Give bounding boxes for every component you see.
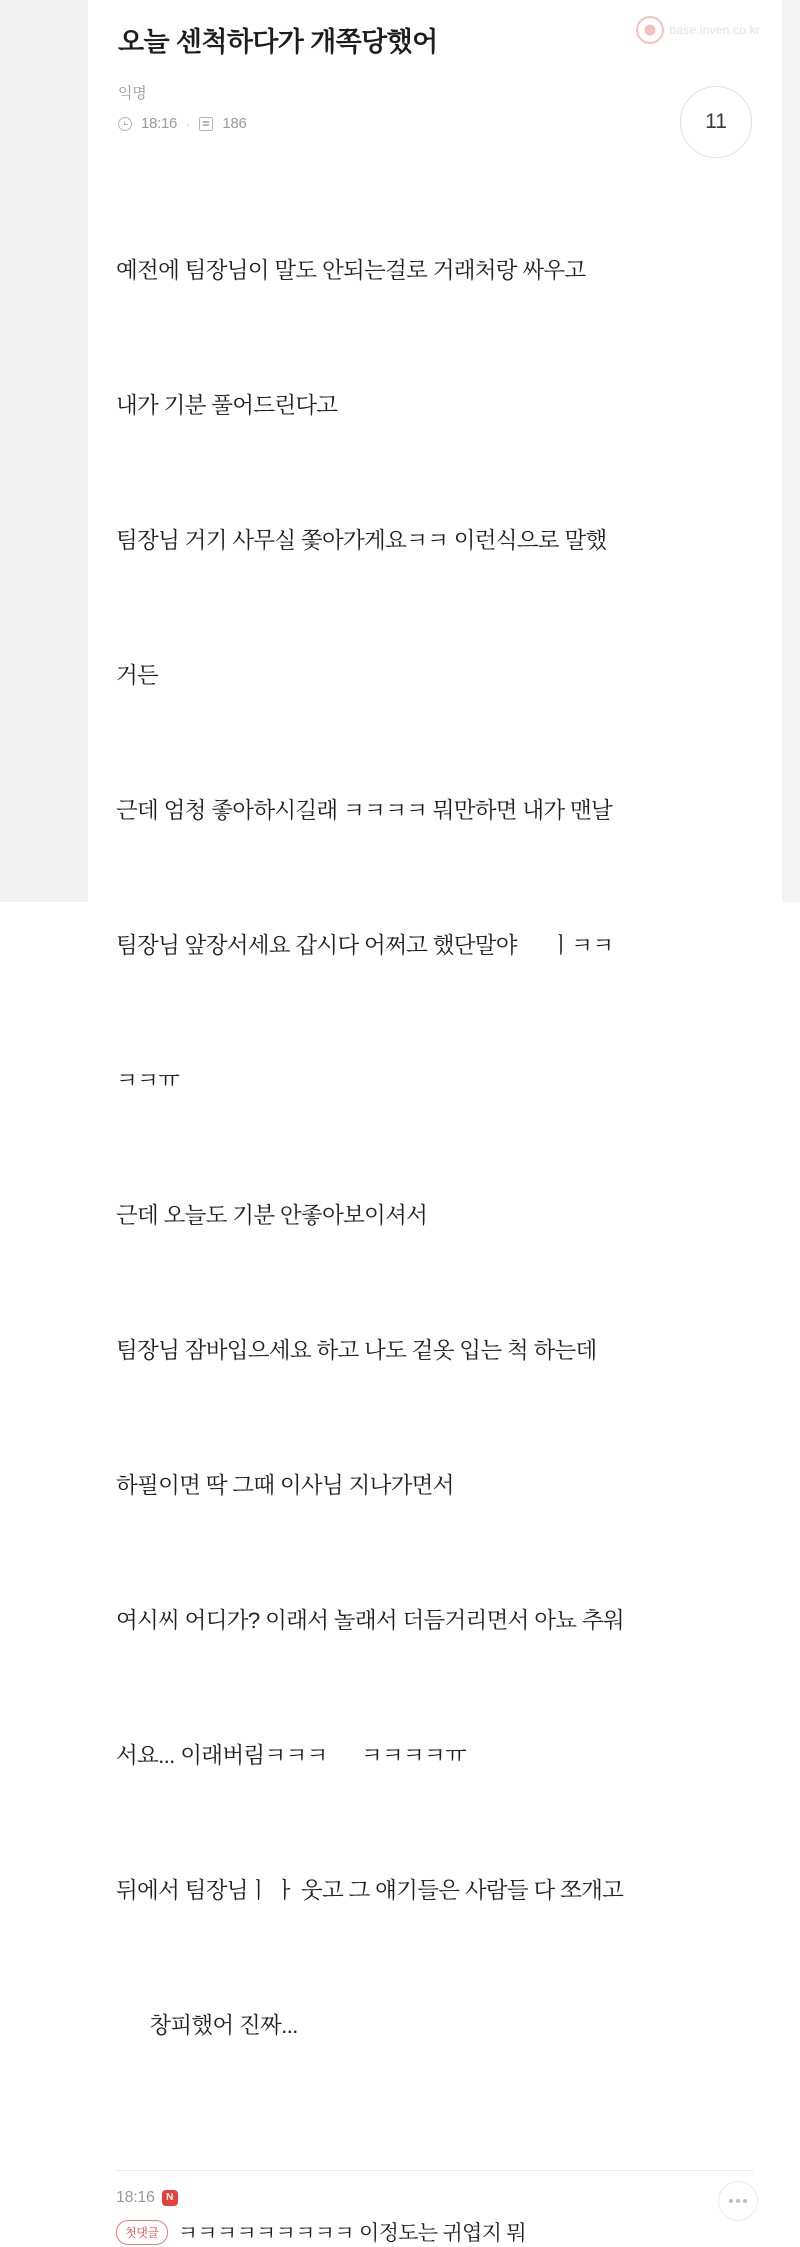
right-gutter: [782, 0, 800, 902]
post-line: ㅋㅋㅠ: [116, 1068, 180, 1094]
more-horizontal-icon[interactable]: [718, 2181, 758, 2221]
comment-time: 18:16: [116, 2189, 155, 2207]
comment-body-row: [116, 2217, 754, 2247]
post-line: 하필이면 딱 그때 이사님 지나가면서: [116, 1473, 454, 1499]
circle-logo-icon: [636, 16, 664, 44]
post-line: 팀장님 앞장서세요 갑시다 어쩌고 했단말야 ㅣㅋㅋ: [116, 933, 614, 959]
post-line: 서요... 이래버림ㅋㅋㅋ ㅋㅋㅋㅋㅠ: [116, 1743, 467, 1769]
post-line: 여시씨 어디가? 이래서 놀래서 더듬거리면서 아뇨 추워: [116, 1608, 624, 1634]
post-author: 익명: [118, 85, 147, 103]
post-line: 내가 기분 풀어드린다고: [116, 393, 338, 419]
post-line: 예전에 팀장님이 말도 안되는걸로 거래처랑 싸우고: [116, 258, 586, 284]
document-icon: [199, 117, 213, 131]
comment-item: [88, 2171, 782, 2247]
meta-separator: ·: [186, 115, 191, 132]
watermark-text: base.inven.co.kr: [669, 23, 760, 37]
post-header: [88, 0, 782, 132]
left-gutter: [0, 0, 88, 902]
post-line: 팀장님 잠바입으세요 하고 나도 겉옷 입는 척 하는데: [116, 1338, 597, 1364]
post-line: 거든: [116, 663, 159, 689]
post-card: [88, 0, 782, 2246]
post-line: 근데 오늘도 기분 안좋아보이셔서: [116, 1203, 428, 1229]
clock-icon: [118, 117, 132, 131]
post-views: 186: [222, 115, 247, 133]
new-badge: N: [162, 2190, 178, 2206]
comment-meta: [116, 2189, 754, 2207]
post-line: 창피했어 진짜...: [116, 2013, 298, 2039]
watermark: [636, 16, 760, 44]
post-body: [88, 132, 782, 2148]
post-line: 근데 엄청 좋아하시길래 ㅋㅋㅋㅋ 뭐만하면 내가 맨날: [116, 798, 613, 824]
post-line: 뒤에서 팀장님ㅣ ㅏ 웃고 그 얘기들은 사람들 다 쪼개고: [116, 1878, 624, 1904]
post-line: 팀장님 거기 사무실 쫓아가게요ㅋㅋ 이런식으로 말했: [116, 528, 607, 554]
post-time: 18:16: [141, 115, 178, 133]
post-meta: [118, 115, 752, 132]
first-comment-tag: 첫댓글: [116, 2220, 168, 2245]
comment-count-badge[interactable]: 11: [680, 86, 752, 158]
comment-text: ㅋㅋㅋㅋㅋㅋㅋㅋㅋ 이정도는 귀엽지 뭐: [177, 2222, 526, 2246]
page-title: 오늘 센척하다가 개쪽당했어: [118, 27, 438, 57]
